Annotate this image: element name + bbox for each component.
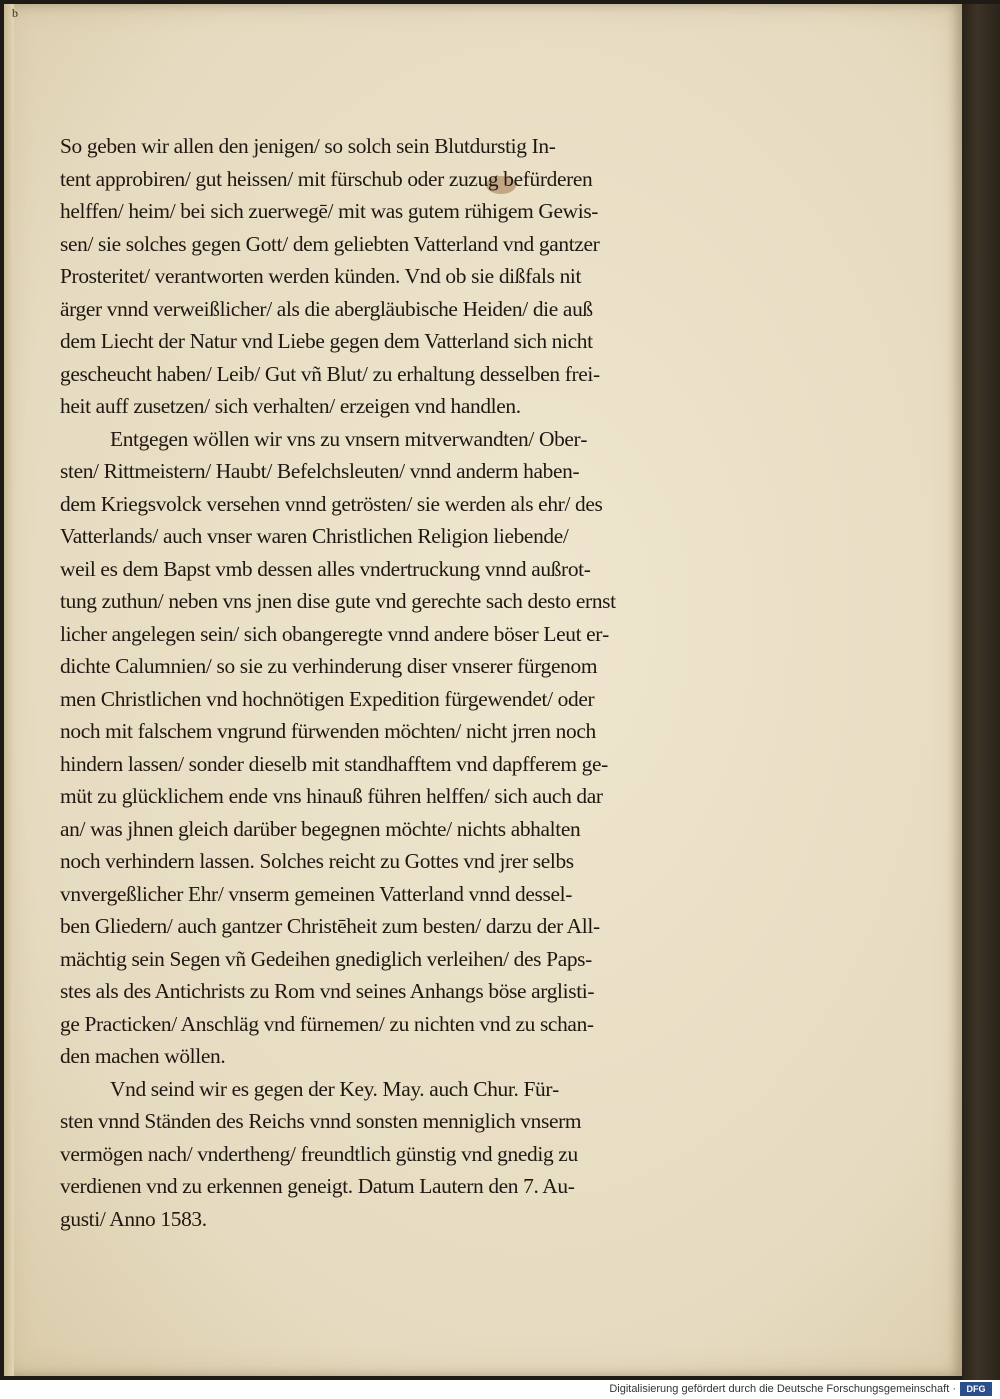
text-line: vermögen nach/ vndertheng/ freundtlich günstig vnd gnedig zu [60, 1141, 578, 1166]
funding-note: Digitalisierung gefördert durch die Deutsche Forschungsgemeinschaft · [609, 1383, 956, 1395]
text-line: men Christlichen vnd hochnötigen Expedition fürgewendet/ oder [60, 686, 595, 711]
text-line: noch verhindern lassen. Solches reicht zu Gottes vnd jrer selbs [60, 849, 574, 873]
text-line: gusti/ Anno 1583. [60, 1206, 207, 1231]
text-line: heit auff zusetzen/ sich verhalten/ erzeigen vnd handlen. [60, 394, 521, 418]
text-line: tent approbiren/ gut heissen/ mit fürschub oder zuzug befürderen [60, 166, 593, 191]
text-line: ärger vnnd verweißlicher/ als die abergläubische Heiden/ die auß [60, 296, 593, 321]
text-line: So geben wir allen den jenigen/ so solch sein Blutdurstig In‑ [60, 134, 556, 158]
book-page [4, 4, 962, 1376]
text-line: mächtig sein Segen vñ Gedeihen gnediglich verleihen/ des Paps‑ [60, 946, 592, 971]
text-line: Vnd seind wir es gegen der Key. May. auch Chur. Für‑ [110, 1076, 559, 1101]
text-line: ge Practicken/ Anschläg vnd fürnemen/ zu nichten vnd zu schan‑ [60, 1011, 594, 1036]
book-edge [962, 4, 1000, 1380]
text-line: licher angelegen sein/ sich obangeregte vnnd andere böser Leut er‑ [60, 621, 609, 646]
text-line: helffen/ heim/ bei sich zuerwegē/ mit was gutem rühigem Gewis‑ [60, 199, 599, 223]
document-text [60, 130, 760, 1235]
text-line: verdienen vnd zu erkennen geneigt. Datum Lautern den 7. Au‑ [60, 1174, 575, 1198]
text-line: an/ was jhnen gleich darüber begegnen möchte/ nichts abhalten [60, 816, 581, 841]
text-line: den machen wöllen. [60, 1044, 226, 1068]
text-line: sten vnnd Ständen des Reichs vnnd sonsten menniglich vnserm [60, 1109, 582, 1133]
text-line: sen/ sie solches gegen Gott/ dem geliebten Vatterland vnd gantzer [60, 231, 600, 256]
text-line: ben Gliedern/ auch gantzer Christēheit zum besten/ darzu der All‑ [60, 914, 600, 938]
corner-mark: b [12, 6, 18, 20]
footer-bar [0, 1380, 1000, 1399]
text-line: sten/ Rittmeistern/ Haubt/ Befelchsleuten/ vnnd anderm haben‑ [60, 459, 580, 483]
text-line: stes als des Antichrists zu Rom vnd seines Anhangs böse arglisti‑ [60, 979, 595, 1003]
dfg-logo[interactable]: DFG [960, 1382, 992, 1396]
text-line: hindern lassen/ sonder dieselb mit standhafftem vnd dapfferem ge‑ [60, 751, 608, 776]
text-line: gescheucht haben/ Leib/ Gut vñ Blut/ zu erhaltung desselben frei‑ [60, 361, 600, 386]
text-line: noch mit falschem vngrund fürwenden möchten/ nicht jrren noch [60, 719, 596, 743]
text-line: dem Liecht der Natur vnd Liebe gegen dem Vatterland sich nicht [60, 329, 593, 353]
text-line: Prosteritet/ verantworten werden künden. Vnd ob sie dißfals nit [60, 264, 582, 288]
page-gutter [4, 4, 14, 1376]
text-line: vnvergeßlicher Ehr/ vnserm gemeinen Vatterland vnnd dessel‑ [60, 881, 572, 906]
text-line: weil es dem Bapst vmb dessen alles vndertruckung vnnd außrot‑ [60, 556, 591, 581]
text-line: dem Kriegsvolck versehen vnnd getrösten/ sie werden als ehr/ des [60, 491, 603, 516]
text-line: Entgegen wöllen wir vns zu vnsern mitverwandten/ Ober‑ [110, 426, 588, 451]
text-line: dichte Calumnien/ so sie zu verhinderung diser vnserer fürgenom [60, 654, 598, 678]
text-line: tung zuthun/ neben vns jnen dise gute vnd gerechte sach desto ernst [60, 589, 616, 613]
text-line: müt zu glücklichem ende vns hinauß führen helffen/ sich auch dar [60, 784, 603, 808]
text-line: Vatterlands/ auch vnser waren Christlichen Religion liebende/ [60, 524, 569, 548]
